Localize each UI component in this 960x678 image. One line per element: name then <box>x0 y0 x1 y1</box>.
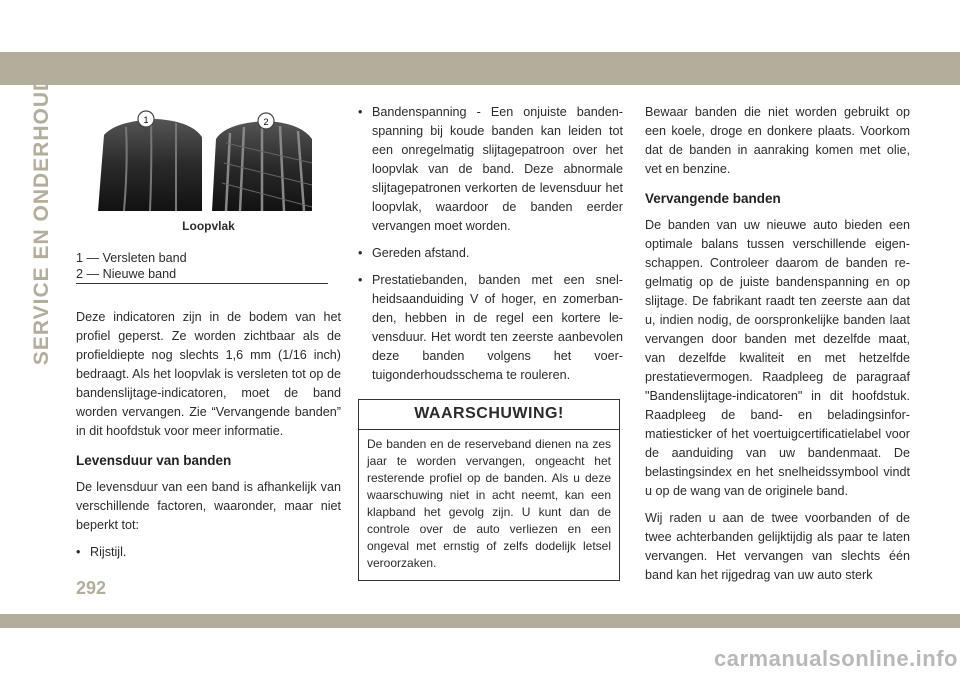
watermark: carmanualsonline.info <box>714 646 958 671</box>
bullet-item: • Prestatiebanden, banden met een snelheidsaanduiding V of hoger, en zomerbanden, hebben in de regel een kortere levensduur. Het wordt ten zeerste aanbevolen deze banden volgens het voertuigonderhoudsschema te rouleren. <box>358 271 623 385</box>
marker-1-label: 1 <box>143 115 149 125</box>
pair-replacement-paragraph: Wij raden u aan de twee voorbanden of de twee achterbanden gelijktijdig als paar te laten vervangen. Het vervangen van slechts één band kan het rijgedrag van uw auto sterk <box>645 511 910 582</box>
column-2 <box>358 103 623 581</box>
column-3 <box>645 103 910 593</box>
page-number: 292 <box>76 578 107 598</box>
tire-tread-illustration <box>76 103 331 213</box>
marker-2-label: 2 <box>263 117 269 127</box>
heading-levensduur: Levensduur van banden <box>76 453 232 468</box>
replacement-paragraph: De banden van uw nieuwe auto bieden een optimale balans tussen verschillende eigenschappen. Controleer daarom de banden regelmatig op de juiste bandenspanning en op slijtage. De fabrikant raadt ten zeerste aan dat u, indien nodig, de oorspronkelijke banden laat vervangen door banden met dezelfde maat, van dezelfde kwaliteit en met hetzelfde prestatievermogen. Raadpleeg de paragraaf "Bandenslijtage-indicatoren" in dit hoofdstuk. Raadpleeg de band- en beladingsinformatiesticker of het voertuigcertificatielabel voor de aanduiding van uw bandenmaat. De belastingsindex en het snelheidssymbool vindt u op de wang van de originele band. <box>645 218 910 498</box>
column-1 <box>76 103 341 570</box>
tire-figure <box>76 103 331 213</box>
warning-box <box>358 399 620 581</box>
bullet-item: • Gereden afstand. <box>358 244 623 263</box>
figure-legend <box>76 250 341 284</box>
worn-tire-icon <box>98 111 202 211</box>
new-tire-icon <box>212 113 312 211</box>
header-band <box>0 52 960 85</box>
legend-divider <box>76 283 328 284</box>
levensduur-paragraph: De levensduur van een band is afhankelijk van verschillende factoren, waaronder, maar niet beperkt tot: <box>76 480 341 532</box>
section-title-text: SERVICE EN ONDERHOUD <box>30 74 54 366</box>
legend-item-1: 1 — Versleten band <box>76 251 187 265</box>
bullet-item: • Bandenspanning - Een onjuiste bandenspanning bij koude banden kan leiden tot een onregelmatig slijtagepatroon over het loopvlak van de band. Deze abnormale slijtagepatronen verkorten de levensduur het loopvlak, waardoor de banden eerder vervangen moet worden. <box>358 103 623 236</box>
section-title-vertical <box>28 74 56 366</box>
storage-paragraph: Bewaar banden die niet worden gebruikt op een koele, droge en donkere plaats. Voorkom dat de banden in aanraking komen met olie, vet en benzine. <box>645 105 910 176</box>
figure-caption: Loopvlak <box>182 219 235 233</box>
warning-text: De banden en de reserveband dienen na zes jaar te worden vervangen, ongeacht het resterende profiel op de banden. Als u deze waarschuwing niet in acht neemt, kan een klapband het gevolg zijn. U kunt dan de controle over de auto verliezen en een ongeval met ernstig of zelfs dodelijk letsel veroorzaken. <box>367 437 611 570</box>
legend-item-2: 2 — Nieuwe band <box>76 267 177 281</box>
heading-vervangende: Vervangende banden <box>645 191 781 206</box>
bullet-item: • Rijstijl. <box>76 543 341 562</box>
footer-band <box>0 614 960 628</box>
intro-paragraph: Deze indicatoren zijn in de bodem van het profiel geperst. Ze worden zichtbaar als de profieldiepte nog slechts 1,6 mm (1/16 inch) bedraagt. Als het loopvlak is versleten tot op de bandenslijtage-indicatoren, moet de band worden vervangen. Zie “Vervangende banden” in dit hoofdstuk voor meer informatie. <box>76 310 341 438</box>
warning-title: WAARSCHUWING! <box>359 400 619 430</box>
